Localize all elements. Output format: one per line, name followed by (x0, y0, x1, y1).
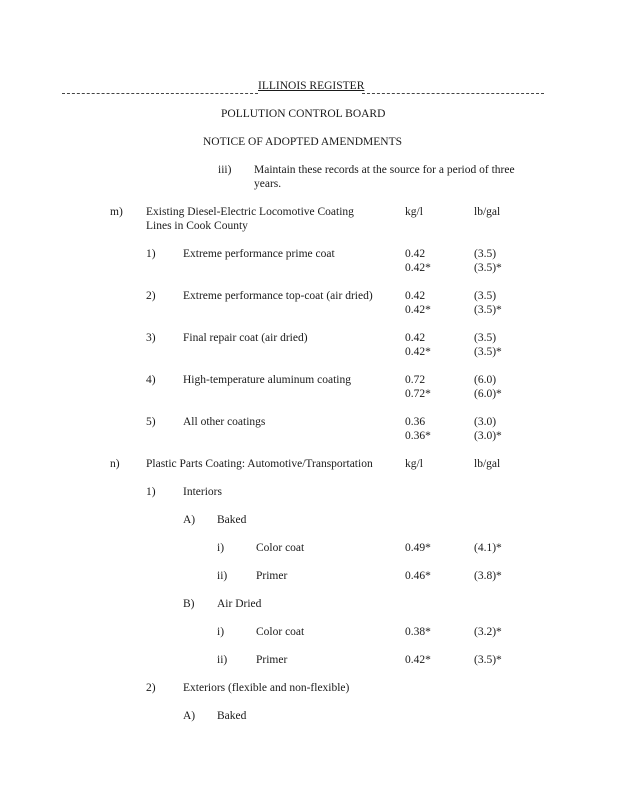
interiors-airdried-item-kg: 0.38* (405, 626, 431, 638)
m-item-lb-alt: (6.0)* (474, 388, 502, 400)
interiors-airdried-item-name: Primer (256, 654, 288, 666)
exteriors-label: Exteriors (flexible and non-flexible) (183, 682, 350, 694)
interiors-airdried-item-lb: (3.2)* (474, 626, 502, 638)
interiors-label: Interiors (183, 486, 222, 498)
interiors-airdried-label: Air Dried (217, 598, 262, 610)
section-m-title-line2: Lines in Cook County (146, 220, 248, 232)
m-item-kg: 0.42 (405, 332, 426, 344)
exteriors-num: 2) (146, 682, 156, 694)
exteriors-baked-label: Baked (217, 710, 247, 722)
section-m-title-line1: Existing Diesel-Electric Locomotive Coating (146, 206, 354, 218)
m-item-num: 5) (146, 416, 156, 428)
m-item-lb: (3.5) (474, 248, 497, 260)
m-item-name: High-temperature aluminum coating (183, 374, 351, 386)
header-rule-left (62, 93, 258, 94)
m-item-num: 4) (146, 374, 156, 386)
section-n-label: n) (110, 458, 120, 470)
section-n-unit-kg: kg/l (405, 458, 423, 470)
m-item-kg: 0.42 (405, 248, 426, 260)
m-item-kg-alt: 0.72* (405, 388, 431, 400)
m-item-lb: (3.0) (474, 416, 497, 428)
m-item-lb-alt: (3.5)* (474, 262, 502, 274)
board-title: POLLUTION CONTROL BOARD (221, 108, 386, 120)
m-item-lb: (3.5) (474, 332, 497, 344)
interiors-airdried-item-num: ii) (217, 654, 228, 666)
register-title: ILLINOIS REGISTER (258, 80, 365, 92)
m-item-name: Extreme performance prime coat (183, 248, 335, 260)
m-item-kg-alt: 0.42* (405, 262, 431, 274)
m-item-num: 2) (146, 290, 156, 302)
m-item-lb: (3.5) (474, 290, 497, 302)
interiors-airdried-item-kg: 0.42* (405, 654, 431, 666)
record-item-num: iii) (218, 164, 232, 176)
interiors-airdried-item-lb: (3.5)* (474, 654, 502, 666)
interiors-baked-item-name: Color coat (256, 542, 305, 554)
m-item-lb: (6.0) (474, 374, 497, 386)
section-m-label: m) (110, 206, 123, 218)
m-item-lb-alt: (3.5)* (474, 346, 502, 358)
m-item-kg: 0.36 (405, 416, 426, 428)
interiors-baked-num: A) (183, 514, 196, 526)
m-item-name: Final repair coat (air dried) (183, 332, 308, 344)
interiors-baked-item-kg: 0.49* (405, 542, 431, 554)
section-n-unit-lb: lb/gal (474, 458, 501, 470)
section-n-title: Plastic Parts Coating: Automotive/Transportation (146, 458, 373, 470)
interiors-baked-item-lb: (4.1)* (474, 542, 502, 554)
interiors-baked-item-kg: 0.46* (405, 570, 431, 582)
header-rule-right (362, 93, 544, 94)
section-m-unit-lb: lb/gal (474, 206, 501, 218)
interiors-baked-item-name: Primer (256, 570, 288, 582)
m-item-name: All other coatings (183, 416, 266, 428)
m-item-kg: 0.72 (405, 374, 426, 386)
interiors-baked-label: Baked (217, 514, 247, 526)
notice-title: NOTICE OF ADOPTED AMENDMENTS (203, 136, 403, 148)
m-item-lb-alt: (3.0)* (474, 430, 502, 442)
interiors-baked-item-num: ii) (217, 570, 228, 582)
section-m-unit-kg: kg/l (405, 206, 423, 218)
interiors-baked-item-num: i) (217, 542, 225, 554)
interiors-num: 1) (146, 486, 156, 498)
m-item-kg: 0.42 (405, 290, 426, 302)
m-item-kg-alt: 0.42* (405, 346, 431, 358)
m-item-kg-alt: 0.42* (405, 304, 431, 316)
m-item-name: Extreme performance top-coat (air dried) (183, 290, 373, 302)
record-item-line1: Maintain these records at the source for a period of three (254, 164, 515, 176)
exteriors-baked-num: A) (183, 710, 196, 722)
interiors-baked-item-lb: (3.8)* (474, 570, 502, 582)
m-item-lb-alt: (3.5)* (474, 304, 502, 316)
m-item-num: 1) (146, 248, 156, 260)
interiors-airdried-item-name: Color coat (256, 626, 305, 638)
record-item-line2: years. (254, 178, 282, 190)
interiors-airdried-num: B) (183, 598, 195, 610)
m-item-kg-alt: 0.36* (405, 430, 431, 442)
m-item-num: 3) (146, 332, 156, 344)
interiors-airdried-item-num: i) (217, 626, 225, 638)
